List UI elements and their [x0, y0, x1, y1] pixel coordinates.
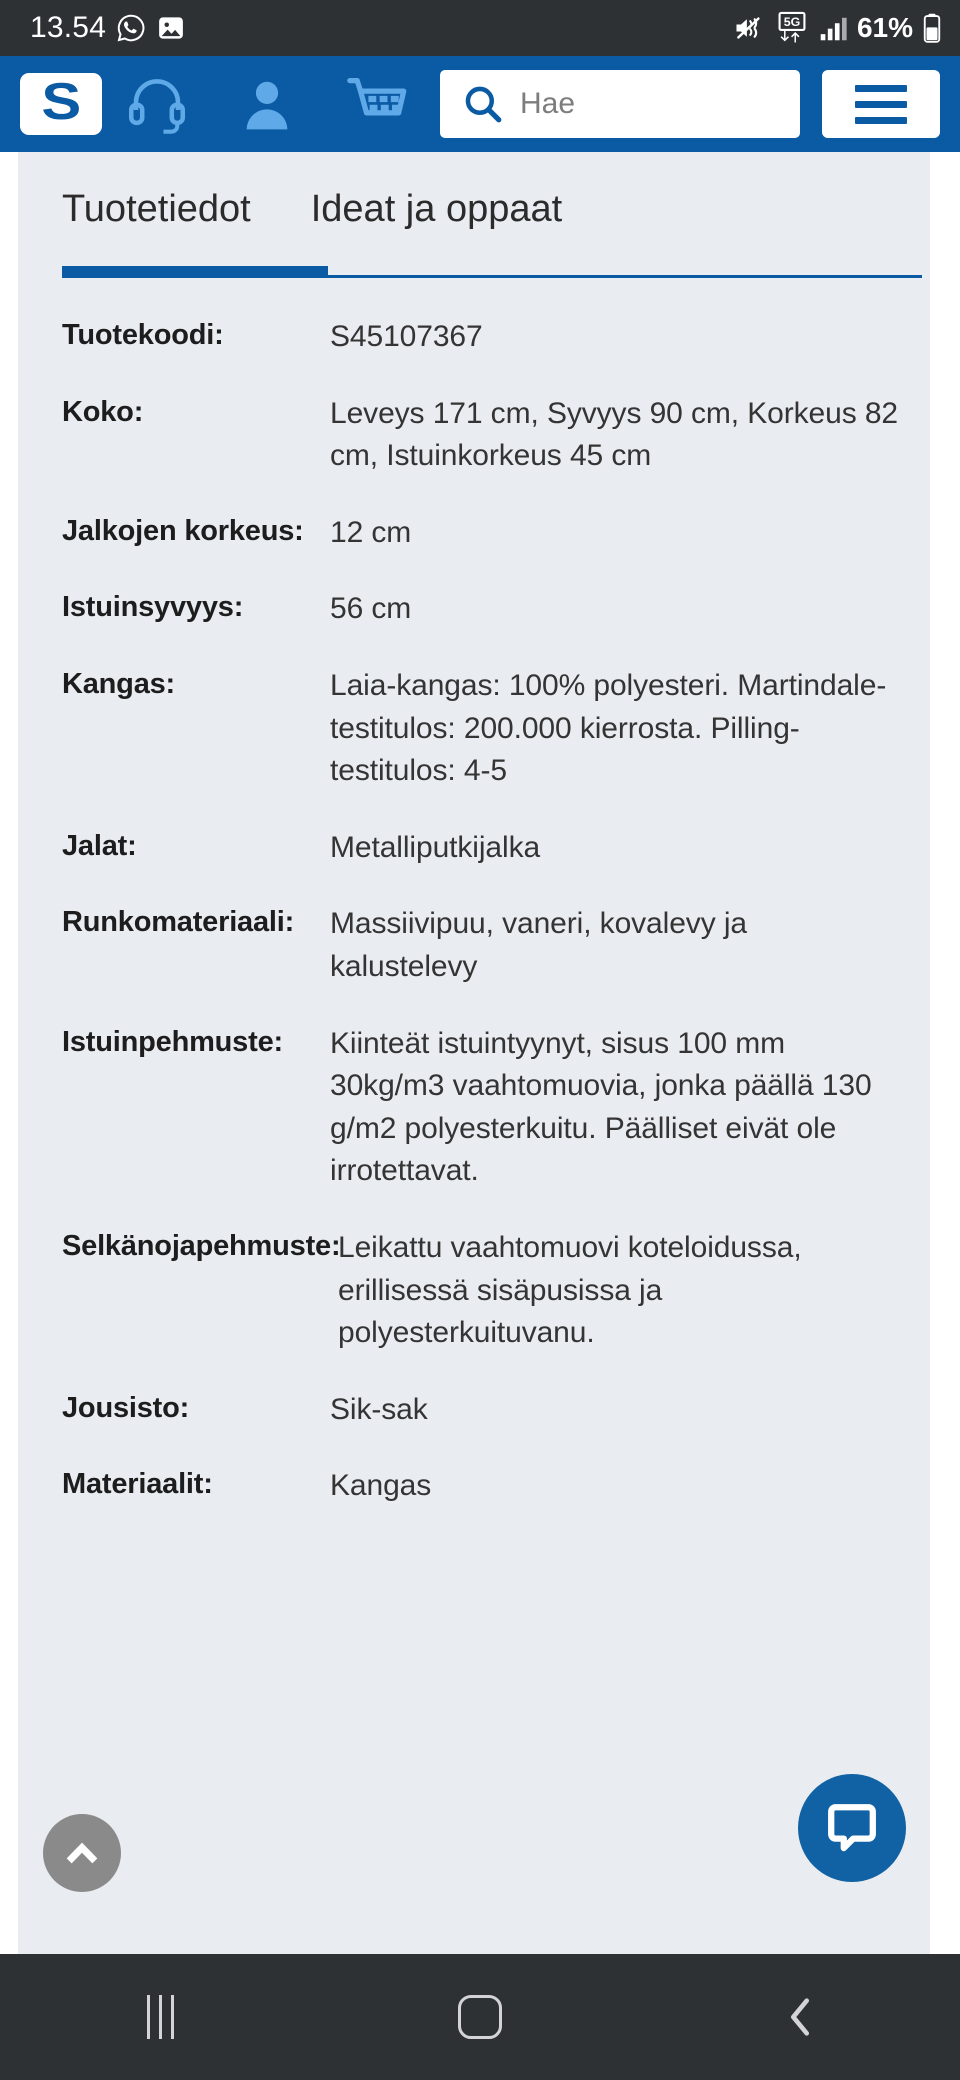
status-bar-clock: 13.54 — [30, 11, 107, 44]
site-logo[interactable] — [20, 73, 102, 135]
spec-value: Laia-kangas: 100% polyesteri. Martindale-testitulos: 200.000 kierrosta. Pilling-testitulos: 4-5 — [330, 668, 887, 788]
spec-value: Leikattu vaahtomuovi koteloidussa, erillisessä sisäpusissa ja polyesterkuituvanu. — [338, 1230, 802, 1350]
account-icon — [238, 75, 296, 133]
spec-key: Istuinpehmuste: — [62, 1025, 283, 1058]
tab-active-indicator — [62, 266, 328, 278]
headset-icon — [126, 73, 188, 135]
spec-key: Tuotekoodi: — [62, 319, 224, 351]
table-row — [18, 1389, 930, 1432]
table-row — [18, 512, 930, 555]
chat-button[interactable] — [798, 1774, 906, 1882]
spec-key: Materiaalit: — [62, 1468, 213, 1501]
spec-value: Kangas — [330, 1469, 432, 1503]
spec-key: Kangas: — [62, 667, 176, 700]
chevron-up-icon — [59, 1830, 105, 1876]
spec-value: Metalliputkijalka — [330, 830, 541, 864]
recents-icon — [147, 1995, 174, 2039]
search-bar[interactable] — [440, 70, 800, 138]
customer-support-button[interactable] — [102, 73, 212, 135]
spec-value: 12 cm — [330, 515, 412, 549]
spec-value: Sik-sak — [330, 1392, 428, 1426]
cart-icon — [346, 75, 408, 133]
image-icon — [156, 13, 186, 43]
spec-key: Istuinsyvyys: — [62, 591, 244, 624]
tab-bar — [18, 152, 930, 278]
home-icon — [458, 1995, 502, 2039]
table-row — [18, 827, 930, 870]
table-row — [18, 1023, 930, 1193]
battery-icon — [922, 13, 942, 43]
spec-key: Runkomateriaali: — [62, 906, 295, 939]
menu-line — [855, 101, 907, 108]
spec-table — [18, 278, 930, 1508]
spec-key: Selkänojapehmuste: — [62, 1229, 341, 1262]
cart-button[interactable] — [322, 75, 432, 133]
table-row — [18, 665, 930, 793]
spec-key: Jalat: — [62, 829, 137, 862]
scroll-to-top-button[interactable] — [43, 1814, 121, 1892]
menu-line — [855, 117, 907, 124]
chat-bubble-icon — [823, 1799, 881, 1857]
spec-key: Jousisto: — [62, 1391, 190, 1424]
back-button[interactable] — [725, 1954, 875, 2080]
hamburger-menu-button[interactable] — [822, 70, 940, 138]
site-header — [0, 56, 960, 152]
spec-value: S45107367 — [330, 320, 483, 353]
table-row — [18, 316, 930, 359]
home-button[interactable] — [405, 1954, 555, 2080]
table-row — [18, 1227, 930, 1355]
table-row — [18, 588, 930, 631]
svg-text:5G: 5G — [783, 15, 801, 30]
status-bar-right — [732, 11, 942, 45]
whatsapp-icon — [116, 13, 146, 43]
status-bar-left — [30, 11, 186, 45]
page-body — [0, 152, 960, 1954]
android-nav-bar — [0, 1954, 960, 2080]
tab-label: Tuotetiedot — [62, 188, 251, 230]
signal-bars-icon — [818, 13, 848, 43]
table-row — [18, 1465, 930, 1508]
battery-percent-label: 61% — [856, 12, 913, 43]
spec-value: Massiivipuu, vaneri, kovalevy ja kalustelevy — [330, 907, 747, 983]
spec-value: Kiinteät istuintyynyt, sisus 100 mm 30kg/m3 vaahtomuovia, jonka päällä 130 g/m2 polyesterkuitu. Päälliset eivät ole irrotettavat. — [330, 1026, 872, 1188]
tab-ideat-ja-oppaat[interactable] — [301, 188, 562, 253]
search-input[interactable]: Hae — [520, 87, 576, 120]
logo-letter: S — [41, 73, 81, 131]
tab-tuotetiedot[interactable] — [62, 188, 301, 253]
spec-key: Jalkojen korkeus: — [62, 514, 304, 547]
mute-vibrate-icon — [732, 13, 766, 43]
table-row — [18, 903, 930, 988]
spec-value: Leveys 171 cm, Syvyys 90 cm, Korkeus 82 cm, Istuinkorkeus 45 cm — [330, 396, 899, 473]
tab-label: Ideat ja oppaat — [310, 188, 563, 230]
table-row — [18, 393, 930, 478]
back-icon — [780, 1994, 820, 2040]
android-status-bar — [0, 0, 960, 56]
account-button[interactable] — [212, 75, 322, 133]
menu-line — [855, 85, 907, 92]
tab-list — [18, 152, 930, 253]
search-icon — [462, 83, 504, 125]
5g-data-icon — [775, 11, 809, 45]
spec-key: Koko: — [62, 395, 144, 428]
spec-value: 56 cm — [330, 592, 412, 626]
hamburger-menu-icon — [855, 85, 907, 124]
product-details-panel — [18, 152, 930, 1954]
recents-button[interactable] — [85, 1954, 235, 2080]
